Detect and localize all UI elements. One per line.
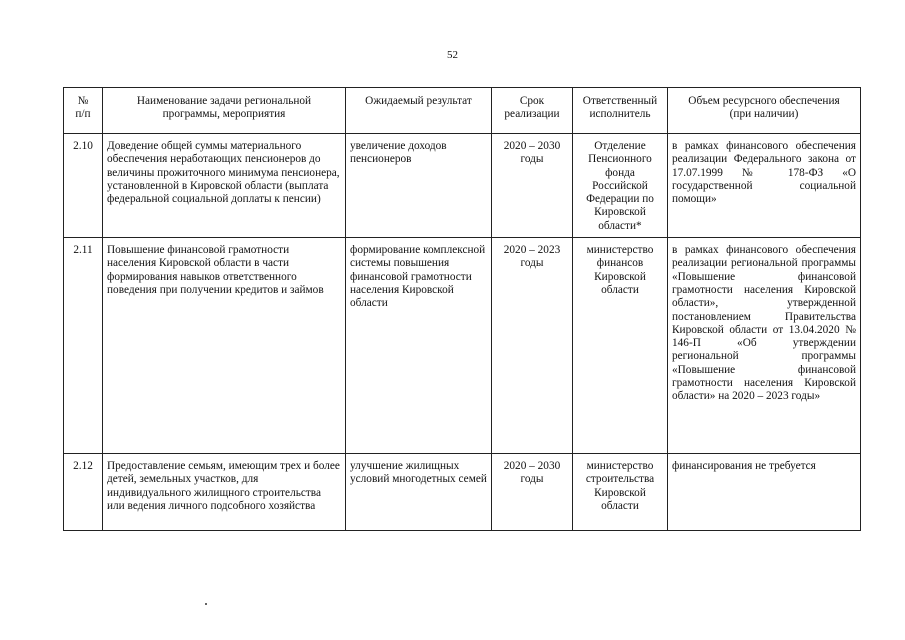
page-number: 52: [447, 49, 458, 61]
table-header-row: [64, 88, 861, 134]
header-task: Наименование задачи региональной программы, мероприятия: [103, 88, 346, 134]
header-result: Ожидаемый результат: [346, 88, 492, 134]
cell-number: 2.12: [64, 454, 103, 531]
table-row: [64, 134, 861, 238]
cell-task: Предоставление семьям, имеющим трех и более детей, земельных участков, для индивидуального жилищного строительства или ведения личного подсобного хозяйства: [103, 454, 346, 531]
cell-term: 2020 – 2030 годы: [492, 134, 573, 238]
cell-number: 2.11: [64, 238, 103, 454]
cell-responsible: министерство строительства Кировской области: [573, 454, 668, 531]
header-number: № п/п: [64, 88, 103, 134]
scan-speck: [205, 603, 207, 605]
cell-responsible: Отделение Пенсионного фонда Российской Федерации по Кировской области*: [573, 134, 668, 238]
header-term: Срок реализации: [492, 88, 573, 134]
cell-responsible: министерство финансов Кировской области: [573, 238, 668, 454]
cell-term: 2020 – 2030 годы: [492, 454, 573, 531]
cell-task: Повышение финансовой грамотности населения Кировской области в части формирования навыков ответственного поведения при получении кредитов и займов: [103, 238, 346, 454]
table-row: [64, 454, 861, 531]
header-funding: Объем ресурсного обеспечения (при наличии): [668, 88, 861, 134]
cell-result: улучшение жилищных условий многодетных семей: [346, 454, 492, 531]
program-measures-table: [63, 87, 861, 531]
cell-result: формирование комплексной системы повышения финансовой грамотности населения Кировской области: [346, 238, 492, 454]
table-row: [64, 238, 861, 454]
cell-funding: финансирования не требуется: [668, 454, 861, 531]
cell-term: 2020 – 2023 годы: [492, 238, 573, 454]
cell-funding: в рамках финансового обеспечения реализации региональной программы «Повышение финансовой грамотности населения Кировской области», утвержденной постановлением Правительства Кировской области от 13.04.2020 № 146-П «Об утверждении региональной программы «Повышение финансовой грамотности населения Кировской области» на 2020 – 2023 годы»: [668, 238, 861, 454]
cell-task: Доведение общей суммы материального обеспечения неработающих пенсионеров до величины прожиточного минимума пенсионера, установленной в Кировской области (выплата федеральной социальной доплаты к пенсии): [103, 134, 346, 238]
cell-funding: в рамках финансового обеспечения реализации Федерального закона от 17.07.1999 № 178-ФЗ «О государственной социальной помощи»: [668, 134, 861, 238]
header-responsible: Ответственный исполнитель: [573, 88, 668, 134]
cell-number: 2.10: [64, 134, 103, 238]
cell-result: увеличение доходов пенсионеров: [346, 134, 492, 238]
